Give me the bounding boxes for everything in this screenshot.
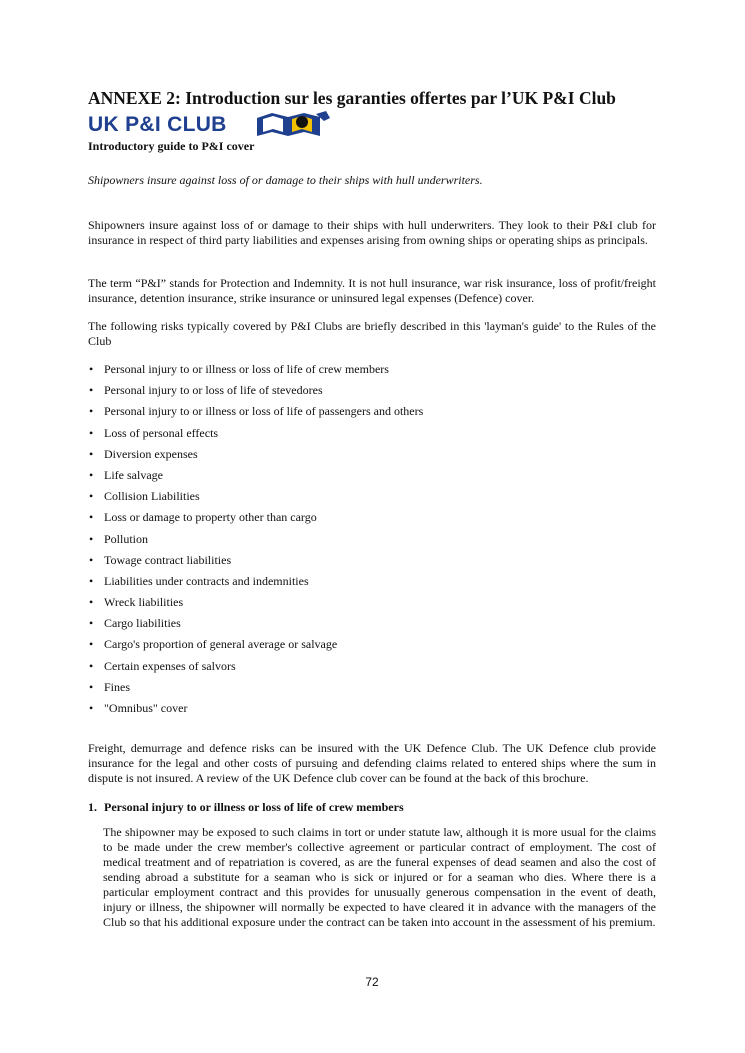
list-item: • Certain expenses of salvors	[88, 659, 656, 680]
intro-paragraph: Shipowners insure against loss of or damage to their ships with hull underwriters. They look to their P&I club for insurance in respect of third party liabilities and expenses arising from owning ships or operating ships as principals.	[88, 218, 656, 247]
risks-list	[88, 362, 656, 722]
list-item: • Towage contract liabilities	[88, 553, 656, 574]
italic-intro: Shipowners insure against loss of or damage to their ships with hull underwriters.	[88, 173, 483, 187]
list-item: • Personal injury to or illness or loss of life of crew members	[88, 362, 656, 383]
guide-subtitle: Introductory guide to P&I cover	[88, 139, 255, 153]
list-item: • Life salvage	[88, 468, 656, 489]
list-item: • Personal injury to or loss of life of stevedores	[88, 383, 656, 404]
list-item: • Loss of personal effects	[88, 426, 656, 447]
list-item: • Wreck liabilities	[88, 595, 656, 616]
list-item: • Loss or damage to property other than cargo	[88, 510, 656, 531]
list-item: • Diversion expenses	[88, 447, 656, 468]
section-1-heading	[88, 800, 404, 815]
defence-club-paragraph: Freight, demurrage and defence risks can be insured with the UK Defence Club. The UK Defence club provide insurance for the legal and other costs of pursuing and defending claims related to entered ships where the sum in dispute is not insured. A review of the UK Defence club cover can be found at the back of this brochure.	[88, 741, 656, 785]
pi-definition-paragraph: The term “P&I” stands for Protection and Indemnity. It is not hull insurance, war risk insurance, loss of profit/freight insurance, detention insurance, strike insurance or uninsured legal expenses (Defence) cover.	[88, 276, 656, 305]
list-item: • Liabilities under contracts and indemnities	[88, 574, 656, 595]
list-item: • Personal injury to or illness or loss of life of passengers and others	[88, 404, 656, 425]
flag-emblem-icon	[254, 108, 334, 140]
page-heading: ANNEXE 2: Introduction sur les garanties offertes par l’UK P&I Club	[88, 88, 616, 108]
list-item: • Pollution	[88, 532, 656, 553]
section-1-body: The shipowner may be exposed to such claims in tort or under statute law, although it is more usual for the claims to be made under the crew member's collective agreement or particular contract of employment. The cost of medical treatment and of repatriation is covered, as are the funeral expenses of dead seamen and also the cost of sending abroad a substitute for a seaman who is sick or injured or for a seaman who dies. Where there is a particular employment contract and this provides for unusually generous compensation in the event of death, injury or illness, the shipowner will normally be expected to have cleared it in advance with the managers of the Club so that his additional exposure under the contract can be taken into account in the assessment of his premium.	[103, 825, 656, 929]
section-title: Personal injury to or illness or loss of life of crew members	[104, 800, 404, 814]
risks-lead-paragraph: The following risks typically covered by P&I Clubs are briefly described in this 'layman's guide' to the Rules of the Club	[88, 319, 656, 348]
logo-text: UK P&I CLUB	[88, 113, 227, 136]
section-number: 1.	[88, 800, 97, 814]
uk-pi-club-logo	[88, 110, 348, 140]
page-number: 72	[365, 975, 379, 989]
list-item: • "Omnibus" cover	[88, 701, 656, 722]
list-item: • Cargo liabilities	[88, 616, 656, 637]
list-item: • Cargo's proportion of general average or salvage	[88, 637, 656, 658]
list-item: • Fines	[88, 680, 656, 701]
list-item: • Collision Liabilities	[88, 489, 656, 510]
